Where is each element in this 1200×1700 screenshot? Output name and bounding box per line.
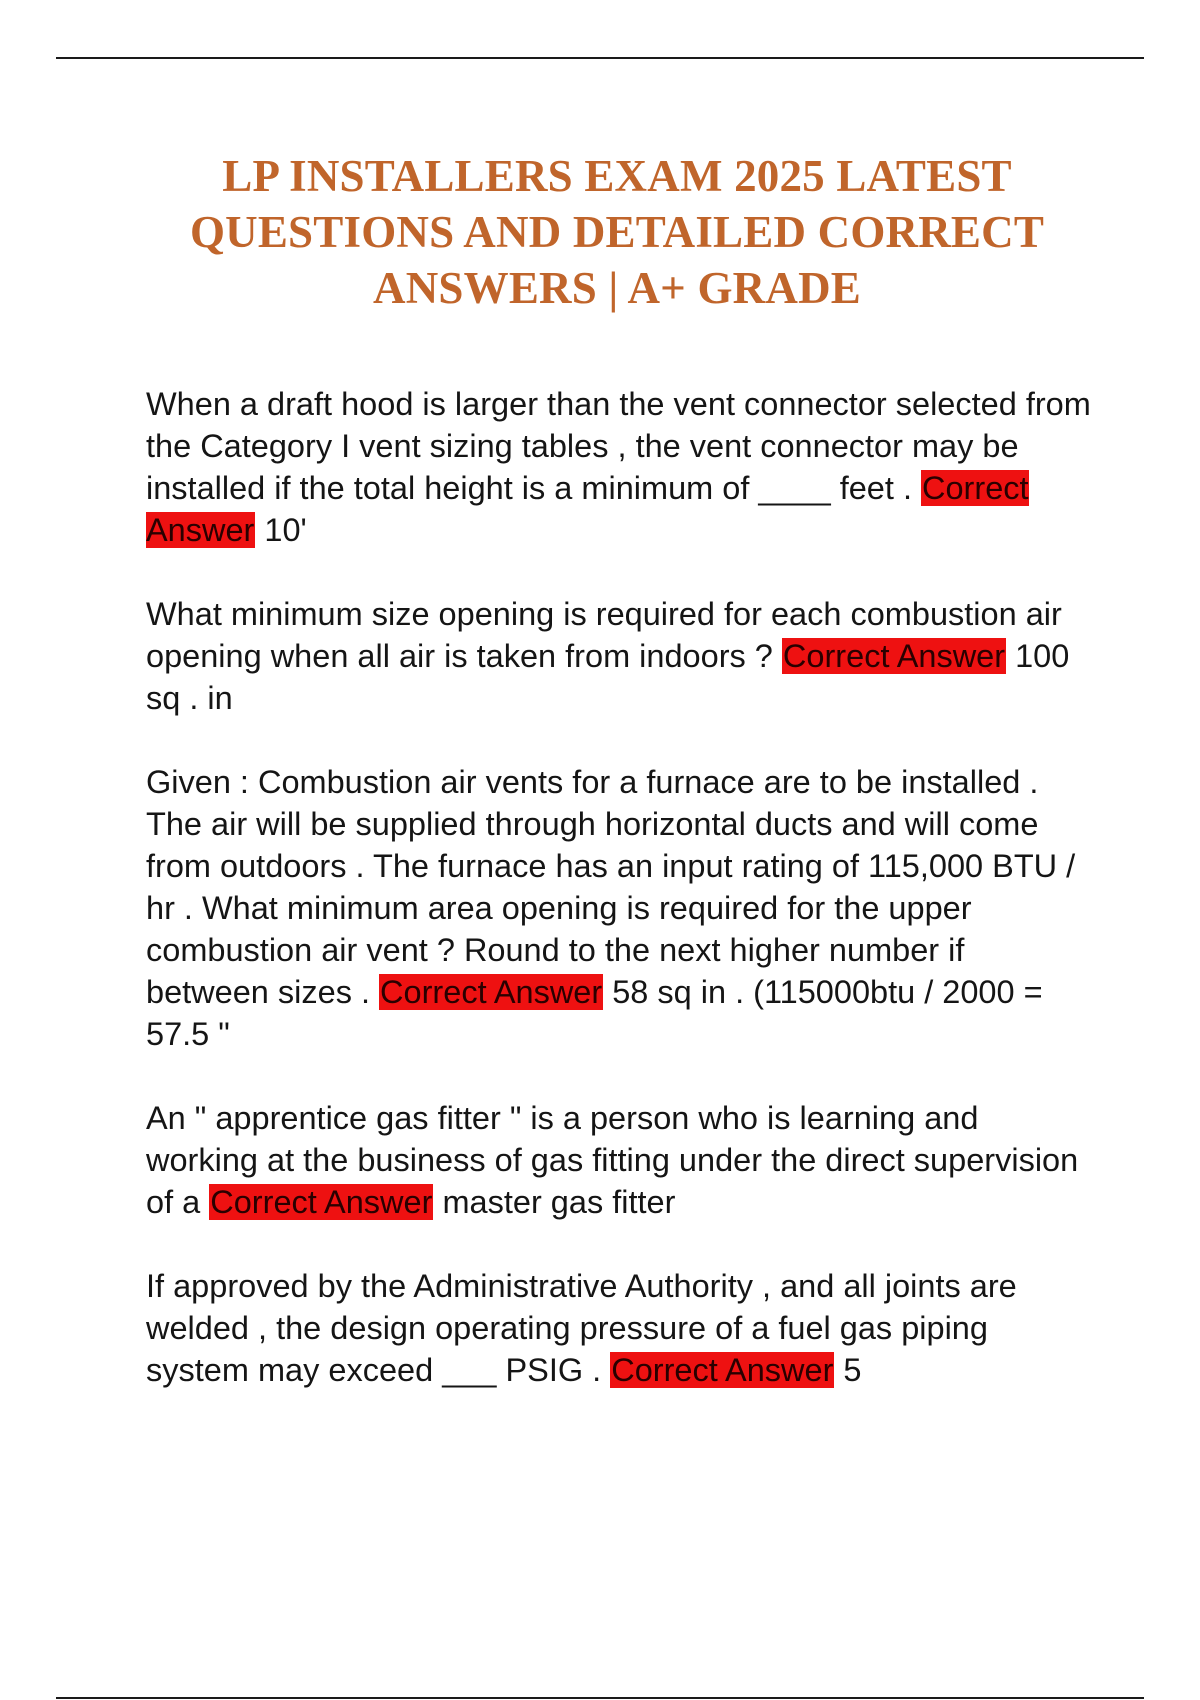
answer-text: 10': [264, 512, 307, 548]
correct-answer-label: Correct Answer: [210, 1184, 433, 1220]
qa-item: [146, 383, 1096, 551]
question-text: Given : Combustion air vents for a furnace are to be installed . The air will be supplied through horizontal ducts and will come from outdoors . The furnace has an input rating of 115,000 BTU / hr . What minimum area opening is required for the upper combustion air vent ? Round to the next higher number if between sizes .: [146, 764, 1076, 1010]
qa-item: [146, 1097, 1096, 1223]
qa-list: [146, 383, 1096, 1433]
qa-item: [146, 1265, 1096, 1391]
answer-text: master gas fitter: [442, 1184, 676, 1220]
answer-text: 5: [843, 1352, 862, 1388]
document-title: LP INSTALLERS EXAM 2025 LATEST QUESTIONS AND DETAILED CORRECT ANSWERS | A+ GRADE: [189, 151, 1045, 313]
answer-text: 58 sq in . (115000btu / 2000 = 57.5 ": [146, 974, 1043, 1052]
correct-answer-label: Correct Answer: [146, 470, 1029, 548]
correct-answer-label: Correct Answer: [782, 638, 1006, 674]
question-text: What minimum size opening is required for each combustion air opening when all air is taken from indoors ?: [146, 596, 1062, 674]
qa-item: [146, 761, 1096, 1055]
question-text: An " apprentice gas fitter " is a person who is learning and working at the business of gas fitting under the direct supervision of a: [146, 1100, 1079, 1220]
top-rule: [56, 57, 1144, 59]
bottom-rule: [56, 1697, 1144, 1699]
qa-item: [146, 593, 1096, 719]
correct-answer-label: Correct Answer: [611, 1352, 834, 1388]
question-text: When a draft hood is larger than the vent connector selected from the Category I vent sizing tables , the vent connector may be installed if the total height is a minimum of ____ feet .: [146, 386, 1091, 506]
answer-text: 100 sq . in: [146, 638, 1070, 716]
question-text: If approved by the Administrative Authority , and all joints are welded , the design operating pressure of a fuel gas piping system may exceed ___ PSIG .: [146, 1268, 1017, 1388]
correct-answer-label: Correct Answer: [380, 974, 603, 1010]
